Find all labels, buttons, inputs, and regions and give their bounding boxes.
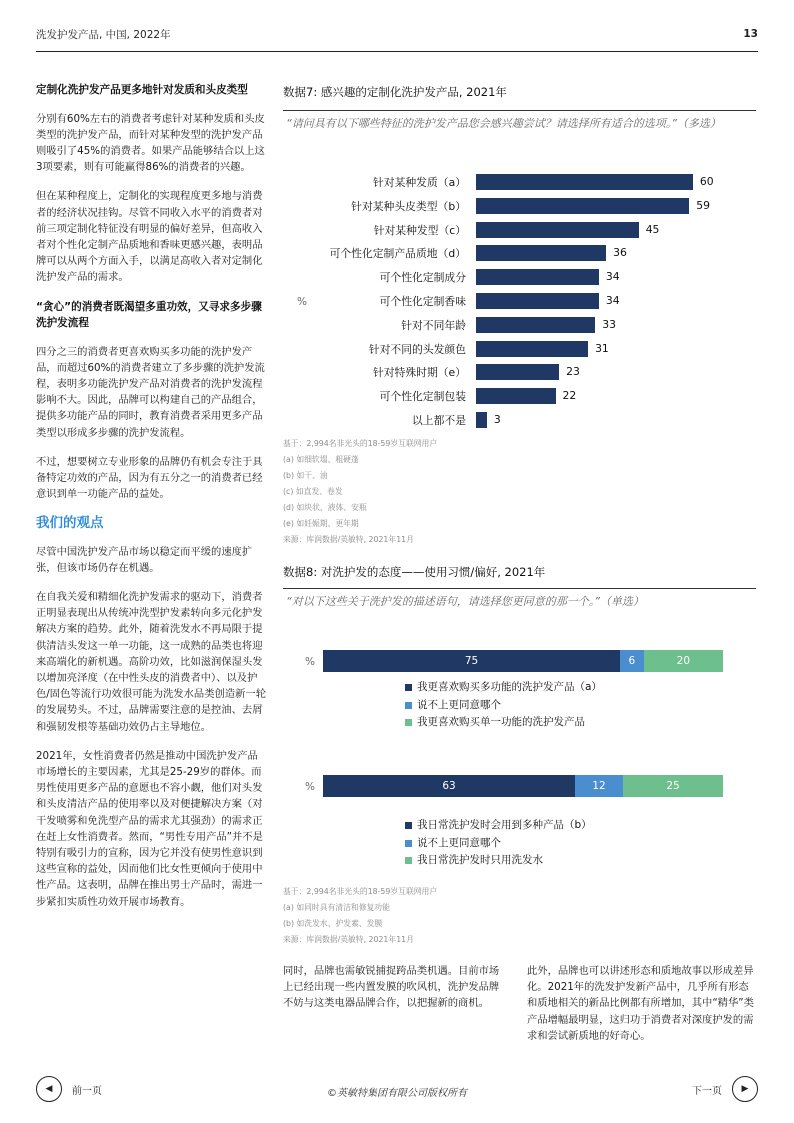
figure7-value-label: 59: [696, 198, 711, 212]
note-line: (b) 如洗发水、护发素、发膜: [283, 919, 383, 928]
next-page-label: 下一页: [692, 1085, 722, 1097]
figure8-segment: 20: [644, 650, 723, 672]
previous-page-label: 前一页: [72, 1085, 102, 1097]
bottom-middle-paragraph: 同时，品牌也需敏锐捕捉跨品类机遇。目前市场上已经出现一些内置发膜的吹风机，洗护发品牌不妨与这类电器品牌合作，以把握新的商机。: [283, 965, 500, 1010]
note-line: 来源：库润数据/英敏特, 2021年11月: [283, 535, 414, 544]
legend-item: [405, 697, 602, 715]
section-heading-customization: 定制化洗护发产品更多地针对发质和头皮类型: [36, 84, 248, 96]
figure7-value-label: 33: [602, 317, 617, 331]
legend-swatch: [405, 719, 412, 726]
legend-label: 我日常洗护发时会用到多种产品（b）: [417, 819, 592, 831]
paragraph: 分别有60%左右的消费者考虑针对某种发质和头皮类型的洗护发产品，而针对某种发型的洗护发产品则吸引了45%的消费者。如果产品能够结合以上这3项要素，则有可能赢得86%的消费者的兴趣。: [36, 112, 265, 174]
copyright: ©英敏特集团有限公司版权所有: [327, 1088, 467, 1099]
page-header: [36, 22, 758, 46]
legend-label: 说不上更同意哪个: [417, 698, 501, 711]
legend-swatch: [405, 840, 412, 847]
figure8-unit: %: [305, 781, 315, 793]
note-line: (a) 如同时具有清洁和修复功能: [283, 903, 390, 912]
figure7-bar-row: [283, 245, 756, 263]
legend-swatch: [405, 684, 412, 691]
paragraph: 但在某种程度上，定制化的实现程度更多地与消费者的经济状况挂钩。尽管不同收入水平的消费者对前三项定制化特征没有明显的偏好差异，但高收入者对个性化定制产品质地和香味更感兴趣，表明品牌可以从两个方面入手，以满足高收入者对定制化洗护发产品的需求。: [36, 190, 263, 284]
figure8-stacked-bar-1: [323, 650, 723, 672]
note-line: (a) 如细软塌、粗硬蓬: [283, 455, 359, 464]
legend-label: 说不上更同意哪个: [417, 836, 501, 849]
figure7-bar-row: [283, 198, 756, 216]
legend-swatch: [405, 822, 412, 829]
figure8-stacked-bar-2: [323, 775, 723, 797]
next-page-button[interactable]: [692, 1076, 758, 1102]
figure7-bar-row: [283, 388, 756, 406]
figure7-notes: [283, 436, 437, 548]
figure7-value-label: 34: [605, 294, 620, 307]
paragraph: 2021年，女性消费者仍然是推动中国洗护发产品市场增长的主要因素，尤其是25-29岁的群体。而男性使用更多产品的意愿也不容小觑，他们对头发和头皮清洁产品的使用率以及对便捷解决方案（对干发喷雾和免洗型产品的需求尤其强劲）的需求正在赶上女性消费者。然而，“男性专用产品”并不是特别有吸引力的宣称，因为它并没有使男性意识到这些宣称的益处，因而他们比女性更倾向于使用中性产品。这表明，品牌在推出男士产品时，需进一步紧扣实质性功效开展市场教育。: [36, 749, 263, 908]
figure7-bar-row: [283, 222, 756, 240]
paragraph: 不过，想要树立专业形象的品牌仍有机会专注于具备特定功效的产品，因为有五分之一的消费者已经意识到单一功能产品的益处。: [36, 455, 263, 501]
figure8-segment: 12: [575, 775, 623, 797]
figure7-title: 数据7: 感兴趣的定制化洗护发产品, 2021年: [283, 85, 507, 99]
figure7-bar: [476, 198, 689, 214]
header-rule: [36, 51, 758, 52]
figure7-value-label: 34: [605, 270, 620, 284]
legend-item: [405, 835, 592, 853]
paragraph: 在自我关爱和精细化洗护发需求的驱动下，消费者正明显表现出从传统冲洗型护发素转向多元化护发解决方案的趋势。此外，随着洗发水不再局限于提供清洁头发这一单一功能，这一成熟的品类也将迎来高端化的新机遇。高阶功效，比如滋润保湿头发以增加亮泽度（在中性头皮的消费者中）、以及护色/固色等流行功效很可能为洗发水品类创造新一轮的发展势头。不过，品牌需要注意的是控油、去屑和强韧发根等基础功效仍占主导地位。: [36, 590, 266, 733]
figure7-bar: [476, 245, 606, 261]
figure7-bar: [476, 388, 556, 404]
legend-label: 我日常洗护发时只用洗发水: [417, 854, 543, 866]
figure7-category-label: 可个性化定制包装: [379, 390, 466, 404]
figure7-bar-row: [283, 269, 756, 287]
figure7-value-label: 31: [595, 341, 609, 355]
legend-item: [405, 817, 592, 835]
figure7-bar-row: [283, 412, 756, 430]
legend-label: 我更喜欢购买单一功能的洗护发产品: [417, 716, 585, 728]
figure8-segment: 25: [623, 775, 723, 797]
figure7-category-label: 针对不同的头发颜色: [368, 342, 466, 356]
page-number: 13: [743, 28, 758, 40]
note-line: 基于：2,994名非光头的18-59岁互联网用户: [283, 887, 438, 896]
legend-swatch: [405, 702, 412, 709]
figure8-legend-2: [405, 817, 592, 870]
figure7-bar-row: [283, 293, 756, 311]
figure7-rule: [283, 110, 756, 111]
figure7-value-label: 60: [699, 175, 714, 188]
figure8-notes: [283, 884, 437, 948]
arrow-right-icon: ▶: [732, 1076, 758, 1102]
figure7-bar: [476, 269, 599, 285]
figure7-category-label: 针对不同年龄: [401, 318, 466, 332]
note-line: (e) 如妊娠期、更年期: [283, 519, 359, 528]
our-view-heading: 我们的观点: [36, 515, 104, 532]
figure7-bar-row: [283, 364, 756, 382]
figure7-bar-row: [283, 174, 756, 192]
section-heading-multifunction: “贪心”的消费者既渴望多重功效，又寻求多步骤洗护发流程: [36, 300, 262, 330]
figure7-bar: [476, 412, 487, 428]
figure7-category-label: 针对某种发型（c）: [373, 223, 466, 237]
figure7-bar-row: [283, 317, 756, 335]
figure7-category-label: 可个性化定制成分: [379, 271, 466, 285]
legend-item: [405, 852, 592, 870]
paragraph: 尽管中国洗护发产品市场以稳定而平缓的速度扩张，但该市场仍存在机遇。: [36, 545, 253, 574]
figure7-category-label: 针对某种发质（a）: [373, 176, 466, 189]
figure7-bar: [476, 341, 588, 357]
figure7-category-label: 以上都不是: [412, 414, 466, 427]
note-line: 基于：2,994名非光头的18-59岁互联网用户: [283, 439, 438, 448]
figure7-bar: [476, 174, 693, 190]
legend-item: [405, 714, 602, 732]
note-line: (b) 如干、油: [283, 471, 328, 480]
figure7-bar: [476, 293, 599, 309]
figure8-title: 数据8: 对洗护发的态度——使用习惯/偏好, 2021年: [283, 565, 546, 579]
figure7-bar: [476, 222, 639, 238]
note-line: (c) 如直发、卷发: [283, 487, 343, 496]
bottom-right-paragraph: 此外，品牌也可以讲述形态和质地故事以形成差异化。2021年的洗发护发新产品中，几乎所有形态和质地相关的新品比例都有所增加，其中“精华”类产品增幅最明显，这归功于消费者对深度护发的需求和尝试新质地的好奇心。: [527, 965, 754, 1042]
figure8-question: “对以下这些关于洗护发的描述语句，请选择您更同意的那一个。”（单选）: [286, 595, 644, 608]
figure7-bar: [476, 364, 559, 380]
left-column: [36, 82, 266, 923]
figure8-unit: %: [305, 656, 315, 668]
paragraph: 四分之三的消费者更喜欢购买多功能的洗护发产品，而超过60%的消费者建立了多步骤的洗护发流程，表明多功能洗护发产品对消费者的洗护发流程影响不大。因此，品牌可以构建自己的产品组合，提供多功能产品的同时，教育消费者采用更多产品类型以形成多步骤的洗护发流程。: [36, 345, 265, 439]
note-line: (d) 如块状、液体、安瓶: [283, 503, 367, 512]
figure7-value-label: 36: [613, 246, 627, 260]
page-footer: [36, 1076, 758, 1106]
figure7-category-label: 针对某种头皮类型（b）: [351, 199, 466, 213]
figure7-category-label: 可个性化定制香味: [379, 295, 466, 308]
legend-label: 我更喜欢购买多功能的洗护发产品（a）: [417, 681, 602, 693]
figure7-value-label: 22: [562, 389, 577, 403]
arrow-left-icon: ◀: [36, 1076, 62, 1102]
figure7-value-label: 45: [645, 222, 660, 236]
legend-item: [405, 679, 602, 697]
figure7-category-label: 针对特殊时期（e）: [372, 366, 466, 380]
figure8-segment: 63: [323, 775, 575, 797]
figure8-segment: 6: [620, 650, 644, 672]
legend-swatch: [405, 857, 412, 864]
figure7-unit: %: [297, 296, 307, 308]
figure7-question: “请问具有以下哪些特征的洗护发产品您会感兴趣尝试？请选择所有适合的选项。”（多选）: [286, 117, 721, 130]
note-line: 来源：库润数据/英敏特, 2021年11月: [283, 935, 414, 944]
figure8-rule: [283, 588, 756, 589]
figure8-segment: 75: [323, 650, 620, 672]
figure7-category-label: 可个性化定制产品质地（d）: [329, 247, 466, 261]
figure8-legend-1: [405, 679, 602, 732]
figure7-bar: [476, 317, 595, 333]
figure7-value-label: 3: [493, 413, 501, 426]
figure7-value-label: 23: [566, 365, 580, 379]
report-title: 洗发护发产品, 中国, 2022年: [36, 28, 171, 41]
figure7-bar-row: [283, 341, 756, 359]
